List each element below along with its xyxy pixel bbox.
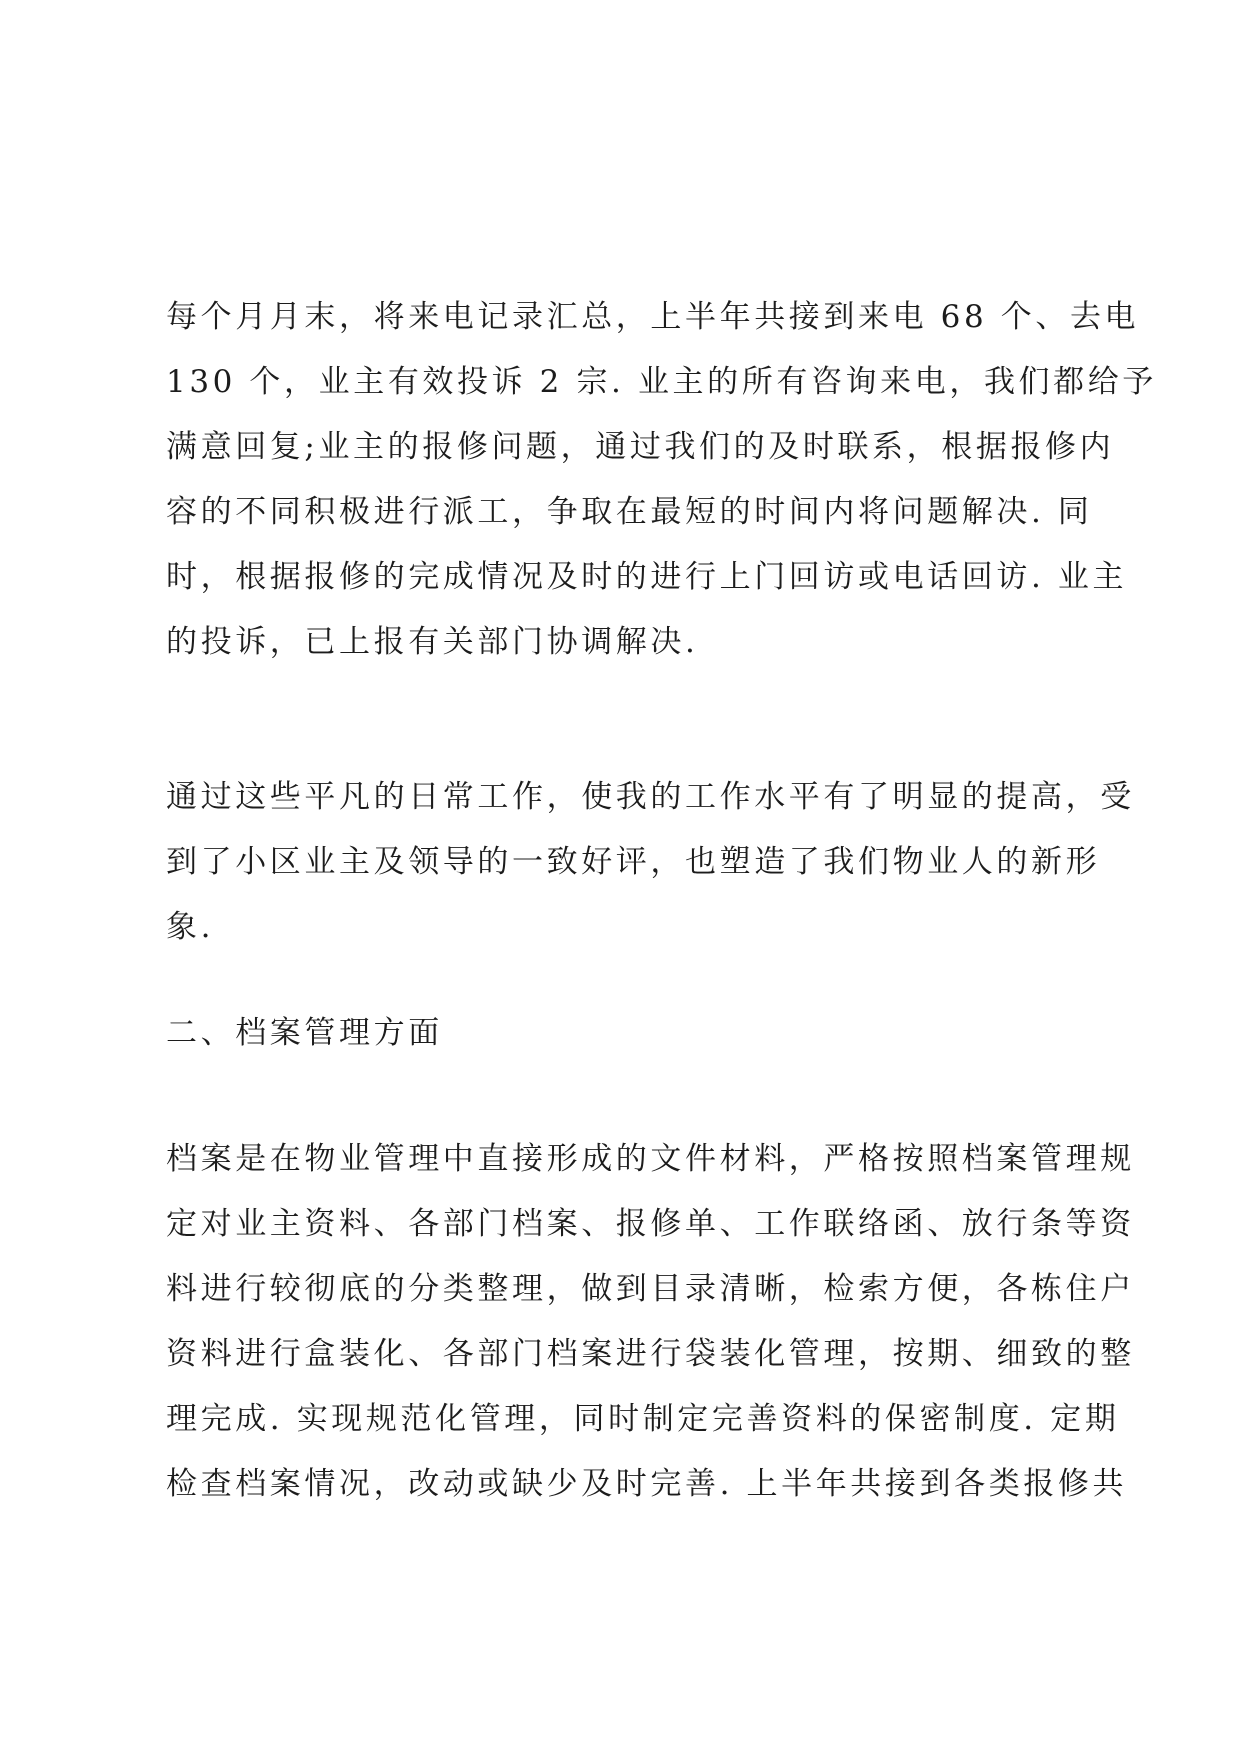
- paragraph-line: 档案是在物业管理中直接形成的文件材料，严格按照档案管理规: [166, 1141, 1135, 1177]
- paragraph-line: 每个月月末，将来电记录汇总，上半年共接到来电 68 个、去电: [166, 299, 1140, 335]
- section-heading: [166, 1001, 1096, 1066]
- paragraph-work-improvement: [166, 765, 1135, 960]
- section-heading-text: 二、档案管理方面: [166, 1015, 443, 1051]
- paragraph-line: 检查档案情况，改动或缺少及时完善. 上半年共接到各类报修共: [166, 1466, 1128, 1502]
- paragraph-line: 时，根据报修的完成情况及时的进行上门回访或电话回访. 业主: [166, 559, 1128, 595]
- paragraph-line: 通过这些平凡的日常工作，使我的工作水平有了明显的提高，受: [166, 779, 1135, 815]
- paragraph-line: 满意回复;业主的报修问题，通过我们的及时联系，根据报修内: [166, 429, 1115, 465]
- paragraph-line: 130 个，业主有效投诉 2 宗. 业主的所有咨询来电，我们都给予: [166, 364, 1157, 400]
- paragraph-line: 理完成. 实现规范化管理，同时制定完善资料的保密制度. 定期: [166, 1401, 1120, 1437]
- paragraph-line: 容的不同积极进行派工，争取在最短的时间内将问题解决. 同: [166, 494, 1093, 530]
- paragraph-archive-management: [166, 1127, 1135, 1517]
- paragraph-line: 料进行较彻底的分类整理，做到目录清晰，检索方便，各栋住户: [166, 1271, 1135, 1307]
- paragraph-call-records: [166, 285, 1157, 675]
- paragraph-line: 定对业主资料、各部门档案、报修单、工作联络函、放行条等资: [166, 1206, 1135, 1242]
- paragraph-line: 的投诉，已上报有关部门协调解决.: [166, 624, 699, 660]
- paragraph-line: 象.: [166, 909, 215, 945]
- paragraph-line: 资料进行盒装化、各部门档案进行袋装化管理，按期、细致的整: [166, 1336, 1135, 1372]
- paragraph-line: 到了小区业主及领导的一致好评，也塑造了我们物业人的新形: [166, 844, 1101, 880]
